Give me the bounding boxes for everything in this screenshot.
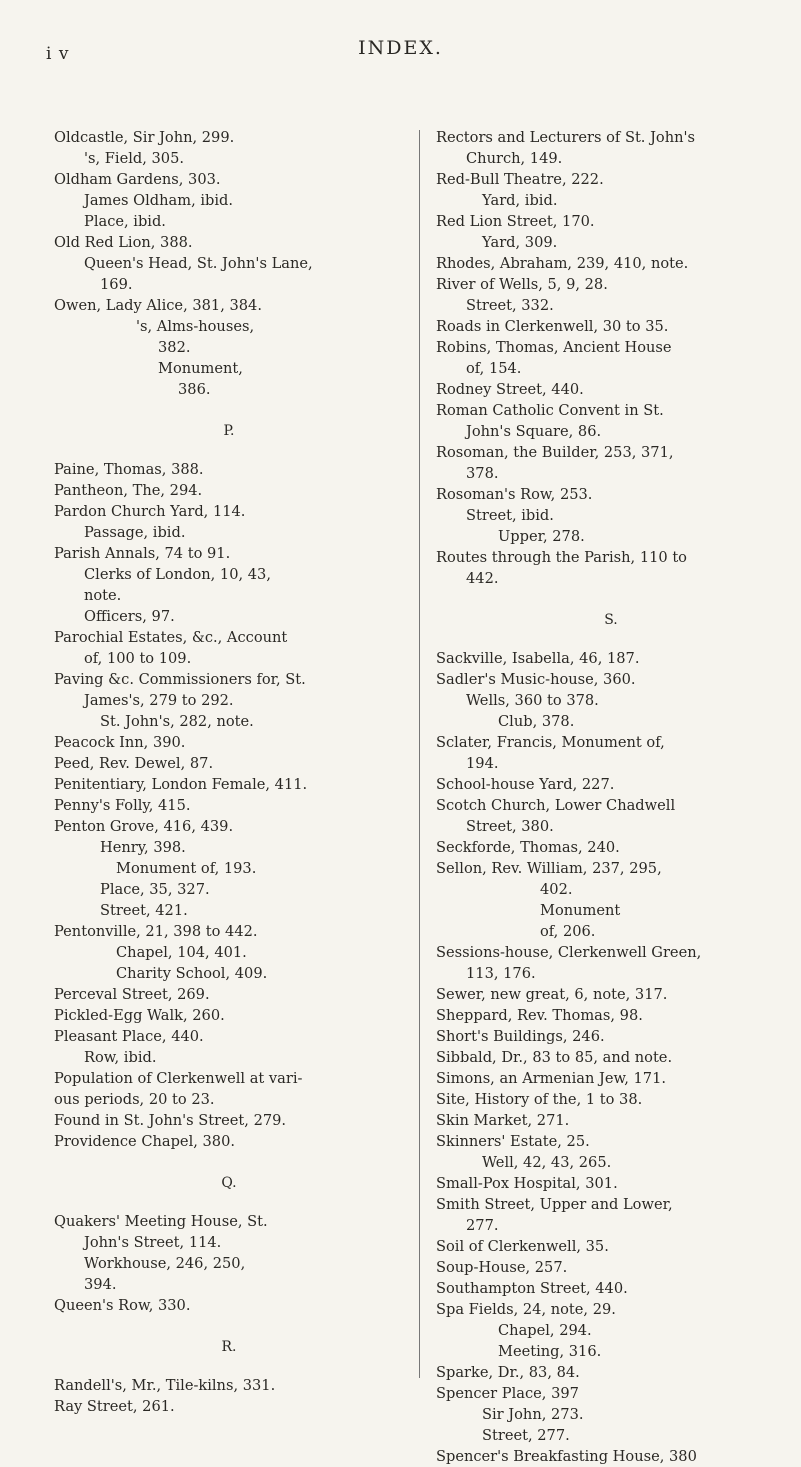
index-entry: Owen, Lady Alice, 381, 384.	[54, 297, 262, 314]
index-entry: Quakers' Meeting House, St.	[54, 1213, 268, 1230]
index-entry: Scotch Church, Lower Chadwell	[436, 797, 676, 814]
index-entry: Ray Street, 261.	[54, 1398, 175, 1415]
index-entry: Old Red Lion, 388.	[54, 234, 193, 251]
index-entry: Penny's Folly, 415.	[54, 797, 191, 814]
index-entry: John's Street, 114.	[84, 1234, 222, 1251]
index-entry: Row, ibid.	[84, 1049, 157, 1066]
index-entry: Yard, 309.	[482, 234, 558, 251]
index-entry: 386.	[178, 381, 211, 398]
index-entry: Pentonville, 21, 398 to 442.	[54, 923, 258, 940]
index-entry: ous periods, 20 to 23.	[54, 1091, 215, 1108]
index-entry: 402.	[540, 881, 573, 898]
index-entry: Pardon Church Yard, 114.	[54, 503, 246, 520]
index-entry: Queen's Row, 330.	[54, 1297, 191, 1314]
index-entry: Spencer Place, 397	[436, 1385, 579, 1402]
index-entry: Randell's, Mr., Tile-kilns, 331.	[54, 1377, 276, 1394]
index-entry: Club, 378.	[498, 713, 575, 730]
index-column-left	[54, 127, 404, 1417]
index-entry: Peed, Rev. Dewel, 87.	[54, 755, 214, 772]
index-entry: note.	[84, 587, 122, 604]
page-title: INDEX.	[358, 37, 443, 59]
index-entry: Spa Fields, 24, note, 29.	[436, 1301, 616, 1318]
index-entry: Paine, Thomas, 388.	[54, 461, 204, 478]
index-entry: Providence Chapel, 380.	[54, 1133, 236, 1150]
index-entry: Skinners' Estate, 25.	[436, 1133, 590, 1150]
index-entry: Penton Grove, 416, 439.	[54, 818, 234, 835]
index-entry: Site, History of the, 1 to 38.	[436, 1091, 643, 1108]
index-entry: Simons, an Armenian Jew, 171.	[436, 1070, 667, 1087]
index-entry: Meeting, 316.	[498, 1343, 602, 1360]
index-entry: 's, Field, 305.	[84, 150, 184, 167]
index-entry: Street, 421.	[100, 902, 188, 919]
index-entry: Found in St. John's Street, 279.	[54, 1112, 287, 1129]
index-entry: 169.	[100, 276, 133, 293]
index-entry: Sparke, Dr., 83, 84.	[436, 1364, 580, 1381]
index-entry: River of Wells, 5, 9, 28.	[436, 276, 608, 293]
index-entry: Parish Annals, 74 to 91.	[54, 545, 231, 562]
index-entry: Roman Catholic Convent in St.	[436, 402, 664, 419]
index-entry: Paving &c. Commissioners for, St.	[54, 671, 306, 688]
index-entry: Oldcastle, Sir John, 299.	[54, 129, 235, 146]
index-entry: Place, 35, 327.	[100, 881, 210, 898]
index-entry: Monument,	[158, 360, 243, 377]
index-entry: Roads in Clerkenwell, 30 to 35.	[436, 318, 669, 335]
index-entry: Chapel, 294.	[498, 1322, 592, 1339]
index-entry: Charity School, 409.	[116, 965, 268, 982]
index-entry: Rectors and Lecturers of St. John's	[436, 129, 696, 146]
index-entry: Pleasant Place, 440.	[54, 1028, 204, 1045]
index-entry: Queen's Head, St. John's Lane,	[84, 255, 313, 272]
index-entry: Skin Market, 271.	[436, 1112, 570, 1129]
index-entry: Yard, ibid.	[482, 192, 558, 209]
index-entry: Soil of Clerkenwell, 35.	[436, 1238, 609, 1255]
index-entry: Well, 42, 43, 265.	[482, 1154, 612, 1171]
index-entry: Perceval Street, 269.	[54, 986, 210, 1003]
index-entry: 113, 176.	[466, 965, 536, 982]
index-entry: Peacock Inn, 390.	[54, 734, 186, 751]
index-entry: Sellon, Rev. William, 237, 295,	[436, 860, 662, 877]
section-letter: Q.	[221, 1175, 237, 1191]
index-entry: Monument	[540, 902, 621, 919]
index-entry: Henry, 398.	[100, 839, 186, 856]
index-entry: Sessions-house, Clerkenwell Green,	[436, 944, 702, 961]
index-entry: 382.	[158, 339, 191, 356]
index-entry: Clerks of London, 10, 43,	[84, 566, 271, 583]
index-entry: Small-Pox Hospital, 301.	[436, 1175, 618, 1192]
index-entry: Pickled-Egg Walk, 260.	[54, 1007, 225, 1024]
index-entry: Red-Bull Theatre, 222.	[436, 171, 604, 188]
index-entry: Soup-House, 257.	[436, 1259, 568, 1276]
index-entry: Sibbald, Dr., 83 to 85, and note.	[436, 1049, 673, 1066]
column-divider	[419, 130, 420, 1378]
section-letter: R.	[221, 1339, 237, 1355]
index-entry: 's, Alms-houses,	[136, 318, 255, 335]
index-entry: Penitentiary, London Female, 411.	[54, 776, 308, 793]
index-entry: Rosoman's Row, 253.	[436, 486, 593, 503]
index-entry: Street, 277.	[482, 1427, 570, 1444]
index-entry: Officers, 97.	[84, 608, 175, 625]
index-entry: John's Square, 86.	[466, 423, 602, 440]
index-entry: Chapel, 104, 401.	[116, 944, 247, 961]
index-entry: 277.	[466, 1217, 499, 1234]
index-entry: Wells, 360 to 378.	[466, 692, 599, 709]
index-entry: Smith Street, Upper and Lower,	[436, 1196, 673, 1213]
index-entry: Rhodes, Abraham, 239, 410, note.	[436, 255, 689, 272]
index-entry: School-house Yard, 227.	[436, 776, 615, 793]
index-entry: Routes through the Parish, 110 to	[436, 549, 687, 566]
index-column-right	[436, 127, 786, 1467]
index-entry: 378.	[466, 465, 499, 482]
index-entry: Upper, 278.	[498, 528, 585, 545]
page-number: i v	[46, 44, 70, 64]
index-entry: Passage, ibid.	[84, 524, 186, 541]
section-letter: S.	[604, 612, 618, 628]
index-entry: Sackville, Isabella, 46, 187.	[436, 650, 640, 667]
index-entry: St. John's, 282, note.	[100, 713, 254, 730]
index-entry: 194.	[466, 755, 499, 772]
index-entry: Spencer's Breakfasting House, 380	[436, 1448, 697, 1465]
index-entry: Sadler's Music-house, 360.	[436, 671, 636, 688]
index-entry: of, 100 to 109.	[84, 650, 192, 667]
index-entry: Workhouse, 246, 250,	[84, 1255, 246, 1272]
index-entry: Sheppard, Rev. Thomas, 98.	[436, 1007, 643, 1024]
index-entry: Place, ibid.	[84, 213, 166, 230]
index-entry: Sir John, 273.	[482, 1406, 584, 1423]
index-entry: Church, 149.	[466, 150, 563, 167]
index-entry: James Oldham, ibid.	[84, 192, 234, 209]
index-entry: Rodney Street, 440.	[436, 381, 584, 398]
index-entry: 442.	[466, 570, 499, 587]
index-entry: Southampton Street, 440.	[436, 1280, 628, 1297]
index-entry: Population of Clerkenwell at vari-	[54, 1070, 303, 1087]
index-entry: Street, 380.	[466, 818, 554, 835]
index-entry: 394.	[84, 1276, 117, 1293]
index-entry: Monument of, 193.	[116, 860, 257, 877]
index-entry: of, 154.	[466, 360, 522, 377]
index-entry: Parochial Estates, &c., Account	[54, 629, 288, 646]
index-entry: Sclater, Francis, Monument of,	[436, 734, 665, 751]
index-entry: Red Lion Street, 170.	[436, 213, 595, 230]
index-entry: Pantheon, The, 294.	[54, 482, 203, 499]
index-entry: Sewer, new great, 6, note, 317.	[436, 986, 668, 1003]
index-entry: James's, 279 to 292.	[84, 692, 234, 709]
index-entry: Short's Buildings, 246.	[436, 1028, 605, 1045]
index-entry: Rosoman, the Builder, 253, 371,	[436, 444, 674, 461]
index-entry: Robins, Thomas, Ancient House	[436, 339, 672, 356]
index-entry: Seckforde, Thomas, 240.	[436, 839, 620, 856]
index-entry: Oldham Gardens, 303.	[54, 171, 221, 188]
index-entry: of, 206.	[540, 923, 596, 940]
index-entry: Street, 332.	[466, 297, 554, 314]
section-letter: P.	[223, 423, 235, 439]
index-entry: Street, ibid.	[466, 507, 554, 524]
